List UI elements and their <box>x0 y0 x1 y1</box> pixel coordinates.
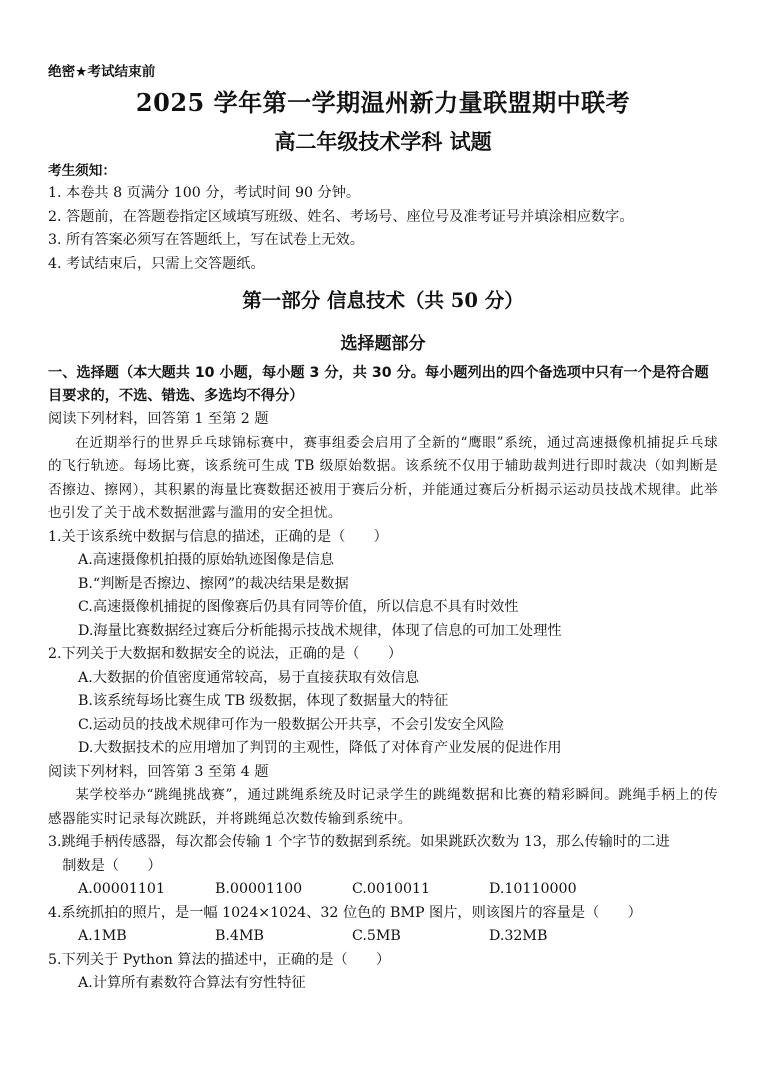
option-a: A.大数据的价值密度通常较高，易于直接获取有效信息 <box>78 669 420 686</box>
notice-heading: 考生须知： <box>48 163 116 179</box>
option-b: B.该系统每场比赛生成 TB 级数据，体现了数据量大的特征 <box>78 693 449 709</box>
secret-label: 绝密★考试结束前 <box>48 64 156 80</box>
question-5-options <box>48 972 718 996</box>
option-a: A.00001101 <box>78 881 165 897</box>
option-d: D.10110000 <box>489 881 577 897</box>
option-d: D.大数据技术的应用增加了判罚的主观性，降低了对体育产业发展的促进作用 <box>78 740 562 756</box>
section-instruction: 一、选择题（本大题共 10 小题，每小题 3 分，共 30 分。每小题列出的四个备选项中只有一个是符合题目要求的，不选、错选、多选均不得分） <box>48 365 709 404</box>
notice-item: 1. 本卷共 8 页满分 100 分，考试时间 90 分钟。 <box>48 185 361 201</box>
option-c: C.5MB <box>352 928 401 944</box>
exam-page <box>48 62 718 996</box>
option-c: C.高速摄像机捕捉的图像赛后仍具有同等价值，所以信息不具有时效性 <box>78 599 519 615</box>
option-a: A.高速摄像机拍摄的原始轨迹图像是信息 <box>78 552 334 568</box>
question-3-stem <box>48 831 718 878</box>
exam-title: 2025 学年第一学期温州新力量联盟期中联考 <box>135 88 631 117</box>
question-3-options <box>48 878 718 902</box>
question-2-stem: 2.下列关于大数据和数据安全的说法，正确的是（ ） <box>48 646 403 662</box>
question-4-stem: 4.系统抓拍的照片，是一幅 1024×1024、32 位色的 BMP 图片，则该图片的容量是（ ） <box>48 904 642 921</box>
option-a: A.计算所有素数符合算法有穷性特征 <box>78 975 306 991</box>
question-1-options <box>48 549 718 643</box>
option-b: B.4MB <box>215 928 264 944</box>
option-c: C.0010011 <box>352 881 431 897</box>
question-5 <box>48 949 718 996</box>
question-5-stem: 5.下列关于 Python 算法的描述中，正确的是（ ） <box>48 951 391 968</box>
notice-item: 4. 考试结束后，只需上交答题纸。 <box>48 255 265 272</box>
question-2 <box>48 643 718 761</box>
option-a: A.1MB <box>78 928 127 944</box>
question-4 <box>48 902 718 949</box>
material-1-intro: 阅读下列材料，回答第 1 至第 2 题 <box>48 411 269 427</box>
question-3 <box>48 831 718 902</box>
question-1 <box>48 526 718 644</box>
option-d: D.32MB <box>489 928 548 944</box>
question-3-stem-line1: 3.跳绳手柄传感器，每次都会传输 1 个字节的数据到系统。如果跳跃次数为 13，那么传输时的二进 <box>48 834 670 850</box>
option-b: B.“判断是否擦边、擦网”的裁决结果是数据 <box>78 575 349 592</box>
section-title: 选择题部分 <box>340 334 426 354</box>
material-2-text: 某学校举办“跳绳挑战赛”，通过跳绳系统及时记录学生的跳绳数据和比赛的精彩瞬间。跳绳手柄上的传感器能实时记录每次跳跃，并将跳绳总次数传输到系统中。 <box>48 787 718 827</box>
question-2-options <box>48 667 718 761</box>
question-1-stem: 1.关于该系统中数据与信息的描述，正确的是（ ） <box>48 528 388 545</box>
option-d: D.海量比赛数据经过赛后分析能揭示技战术规律，体现了信息的可加工处理性 <box>78 622 562 639</box>
notice-item: 2. 答题前，在答题卷指定区域填写班级、姓名、考场号、座位号及准考证号并填涂相应数字。 <box>48 208 634 225</box>
part-title: 第一部分 信息技术（共 50 分） <box>242 289 524 312</box>
material-2-intro: 阅读下列材料，回答第 3 至第 4 题 <box>48 763 269 780</box>
question-4-options <box>48 925 718 949</box>
option-c: C.运动员的技战术规律可作为一般数据公开共享，不会引发安全风险 <box>78 716 505 733</box>
notice-list <box>48 182 718 276</box>
exam-subtitle: 高二年级技术学科 试题 <box>274 129 492 154</box>
option-b: B.00001100 <box>215 881 303 897</box>
material-1-text: 在近期举行的世界乒乓球锦标赛中，赛事组委会启用了全新的“鹰眼”系统，通过高速摄像机捕捉乒乓球的飞行轨迹。每场比赛，该系统可生成 TB 级原始数据。该系统不仅用于辅助裁判进行即时裁决（如判断是否擦边、擦网），其积累的海量比赛数据还被用于赛后分析，并能通过赛后分析揭示运动员技战术规律。此举也引发了关于战术数据泄露与滥用的安全担忧。 <box>48 434 718 521</box>
notice-item: 3. 所有答案必须写在答题纸上，写在试卷上无效。 <box>48 232 364 248</box>
question-3-stem-line2: 制数是（ ） <box>62 857 162 874</box>
